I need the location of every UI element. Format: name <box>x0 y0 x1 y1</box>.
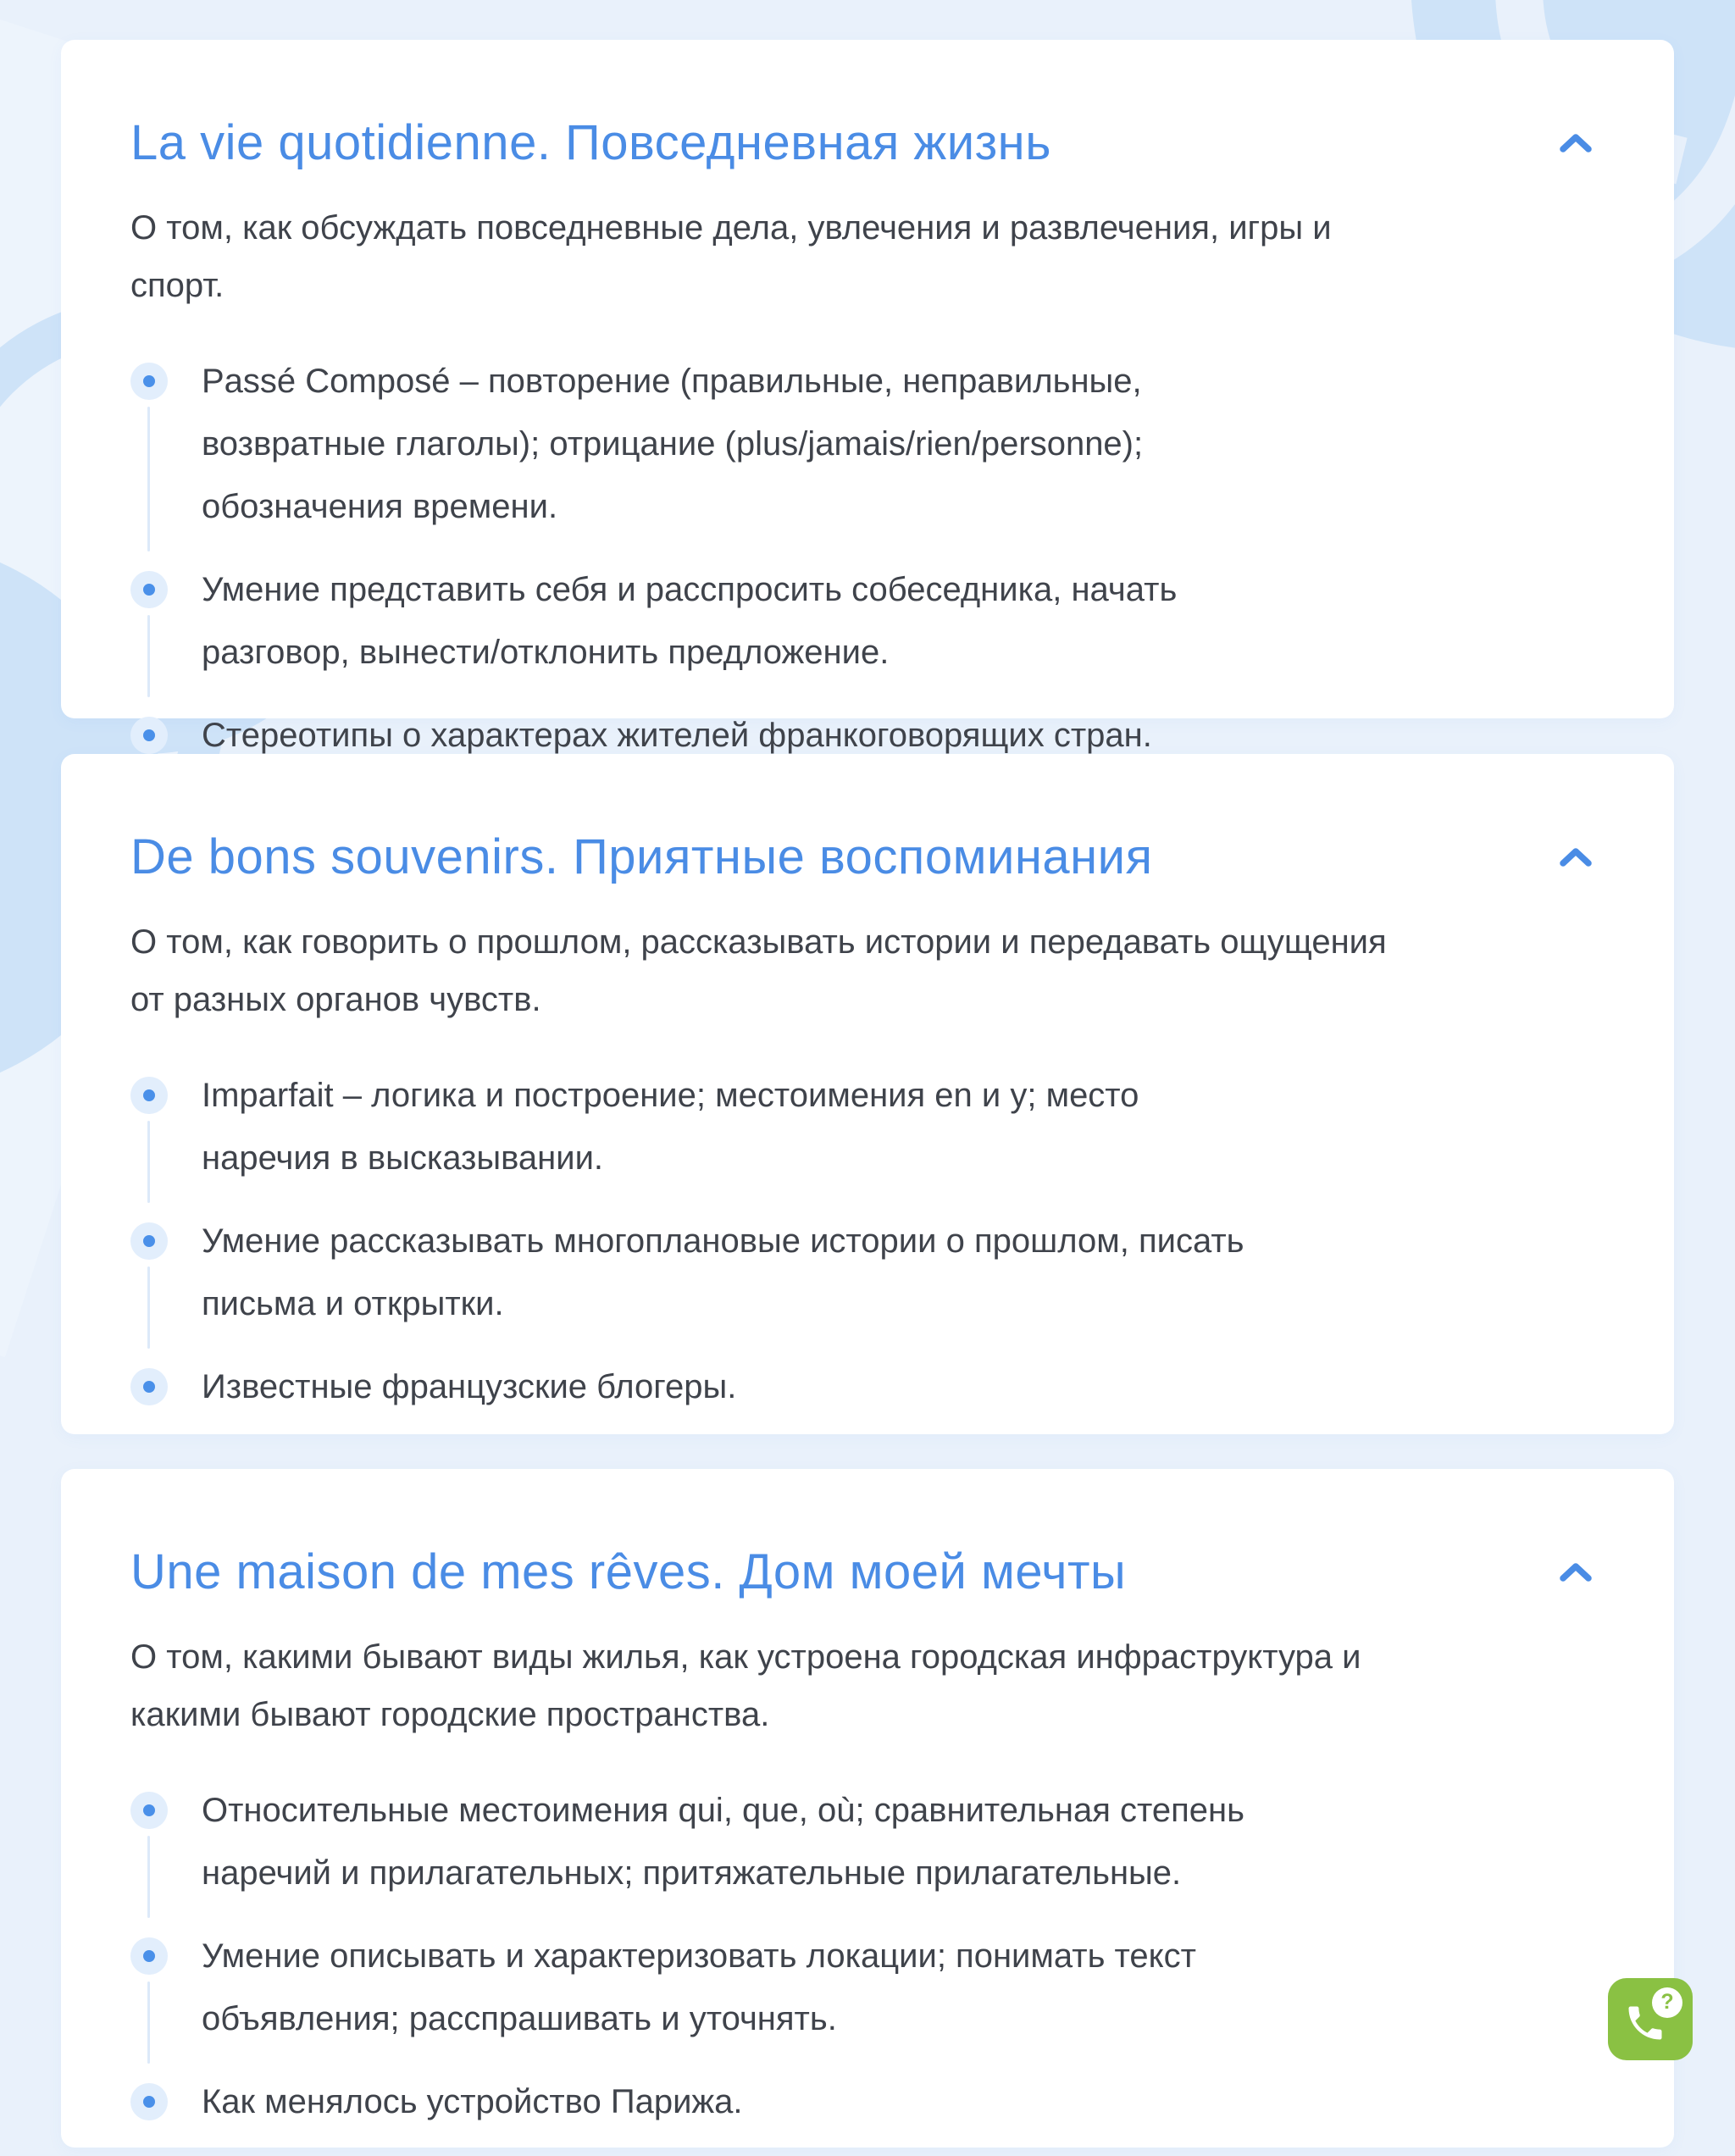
module-header <box>130 830 1598 884</box>
chevron-up-icon <box>1560 134 1592 152</box>
topic-item <box>130 1210 1272 1335</box>
bullet-icon <box>130 1937 168 1975</box>
bullet-icon <box>130 363 168 400</box>
chevron-up-icon <box>1560 1563 1592 1582</box>
bullet-icon <box>130 717 168 754</box>
topic-text: Imparfait – логика и построение; местоимения en и y; место наречия в высказывании. <box>202 1076 1139 1177</box>
topic-text: Passé Composé – повторение (правильные, неправильные, возвратные глаголы); отрицание (plus/jamais/rien/personne); обозначения времени. <box>202 362 1144 525</box>
bullet-icon <box>130 1077 168 1114</box>
topic-text: Стереотипы о характерах жителей франкоговорящих стран. <box>202 716 1152 754</box>
module-description: О том, какими бывают виды жилья, как устроена городская инфраструктура и какими бывают городские пространства. <box>130 1638 1361 1733</box>
topic-item <box>130 1779 1272 1904</box>
collapse-module-button[interactable] <box>1554 123 1598 164</box>
collapse-module-button[interactable] <box>1554 837 1598 878</box>
topic-item <box>130 2070 1272 2133</box>
topic-text: Умение представить себя и расспросить собеседника, начать разговор, вынести/отклонить предложение. <box>202 570 1178 671</box>
module-topics-list <box>130 350 1598 767</box>
bullet-icon <box>130 1792 168 1829</box>
bullet-icon <box>130 571 168 608</box>
phone-help-icon <box>1623 1990 1677 2045</box>
topic-item <box>130 704 1272 767</box>
question-badge: ? <box>1652 1987 1682 2018</box>
topic-text: Известные французские блогеры. <box>202 1367 737 1405</box>
collapse-module-button[interactable] <box>1554 1552 1598 1593</box>
bullet-icon <box>130 2083 168 2120</box>
module-description: О том, как обсуждать повседневные дела, увлечения и развлечения, игры и спорт. <box>130 208 1332 304</box>
topic-item <box>130 558 1272 684</box>
topic-item <box>130 350 1272 538</box>
topic-text: Умение описывать и характеризовать локации; понимать текст объявления; расспрашивать и уточнять. <box>202 1937 1196 2037</box>
topic-item <box>130 1355 1272 1418</box>
topic-item <box>130 1925 1272 2050</box>
course-module-card-3 <box>61 1469 1674 2148</box>
topic-text: Относительные местоимения qui, que, où; сравнительная степень наречий и прилагательных; притяжательные прилагательные. <box>202 1791 1244 1892</box>
chevron-up-icon <box>1560 848 1592 867</box>
module-header <box>130 1545 1598 1599</box>
course-modules-list <box>61 40 1674 2148</box>
bullet-icon <box>130 1368 168 1405</box>
module-header <box>130 116 1598 170</box>
topic-item <box>130 1064 1272 1189</box>
module-title: Une maison de mes rêves. Дом моей мечты <box>130 1544 1127 1599</box>
module-description: О том, как говорить о прошлом, рассказывать истории и передавать ощущения от разных органов чувств. <box>130 923 1387 1018</box>
course-module-card-1 <box>61 40 1674 754</box>
module-topics-list <box>130 1064 1598 1418</box>
call-help-button[interactable] <box>1608 1978 1693 2060</box>
topic-text: Умение рассказывать многоплановые истории о прошлом, писать письма и открытки. <box>202 1222 1244 1322</box>
course-module-card-2 <box>61 754 1674 1434</box>
module-title: De bons souvenirs. Приятные воспоминания <box>130 829 1153 884</box>
module-title: La vie quotidienne. Повседневная жизнь <box>130 115 1051 170</box>
bullet-icon <box>130 1222 168 1260</box>
module-topics-list <box>130 1779 1598 2133</box>
topic-text: Как менялось устройство Парижа. <box>202 2082 743 2120</box>
